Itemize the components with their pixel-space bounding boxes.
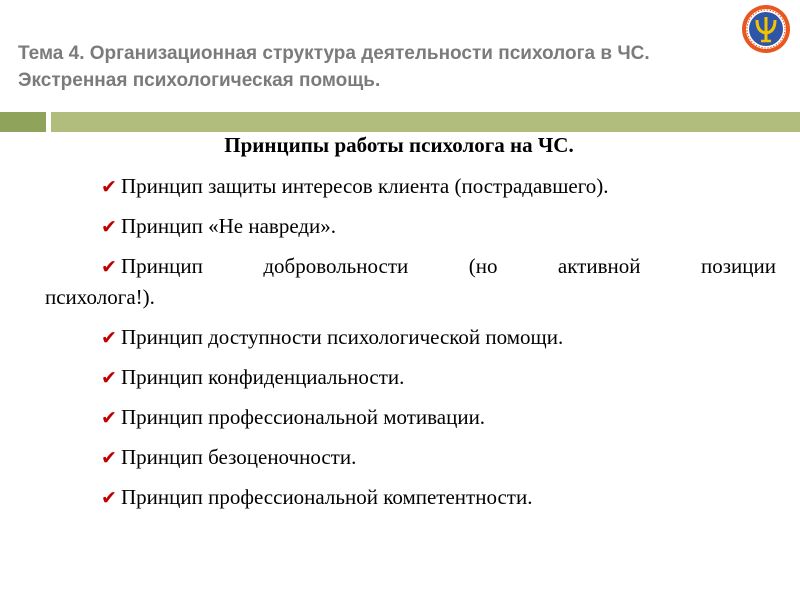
principle-item: ✔ Принцип безоценочности. (45, 442, 776, 473)
checkmark-icon: ✔ (101, 327, 117, 349)
principle-item: ✔ Принцип доступности психологической помощи. (45, 322, 776, 353)
principle-item: ✔ Принцип профессиональной компетентности. (45, 482, 776, 513)
checkmark-icon: ✔ (101, 216, 117, 238)
principle-item: ✔ Принцип защиты интересов клиента (пострадавшего). (45, 171, 776, 202)
principle-item: ✔ Принцип конфиденциальности. (45, 362, 776, 393)
principle-item: ✔ Принцип добровольности (но активной позиции психолога!). (45, 254, 776, 309)
checkmark-icon: ✔ (101, 407, 117, 429)
checkmark-icon: ✔ (101, 256, 117, 278)
slide-title-line-1: Тема 4. Организационная структура деятельности психолога в ЧС. (18, 43, 650, 64)
principle-item: ✔ Принцип «Не навреди». (45, 211, 776, 242)
checkmark-icon: ✔ (101, 487, 117, 509)
checkmark-icon: ✔ (101, 176, 117, 198)
checkmark-icon: ✔ (101, 367, 117, 389)
principles-heading: Принципы работы психолога на ЧС. (224, 133, 574, 157)
checkmark-icon: ✔ (101, 447, 117, 469)
slide-title-line-2: Экстренная психологическая помощь. (18, 70, 381, 91)
principle-item: ✔ Принцип профессиональной мотивации. (45, 402, 776, 433)
